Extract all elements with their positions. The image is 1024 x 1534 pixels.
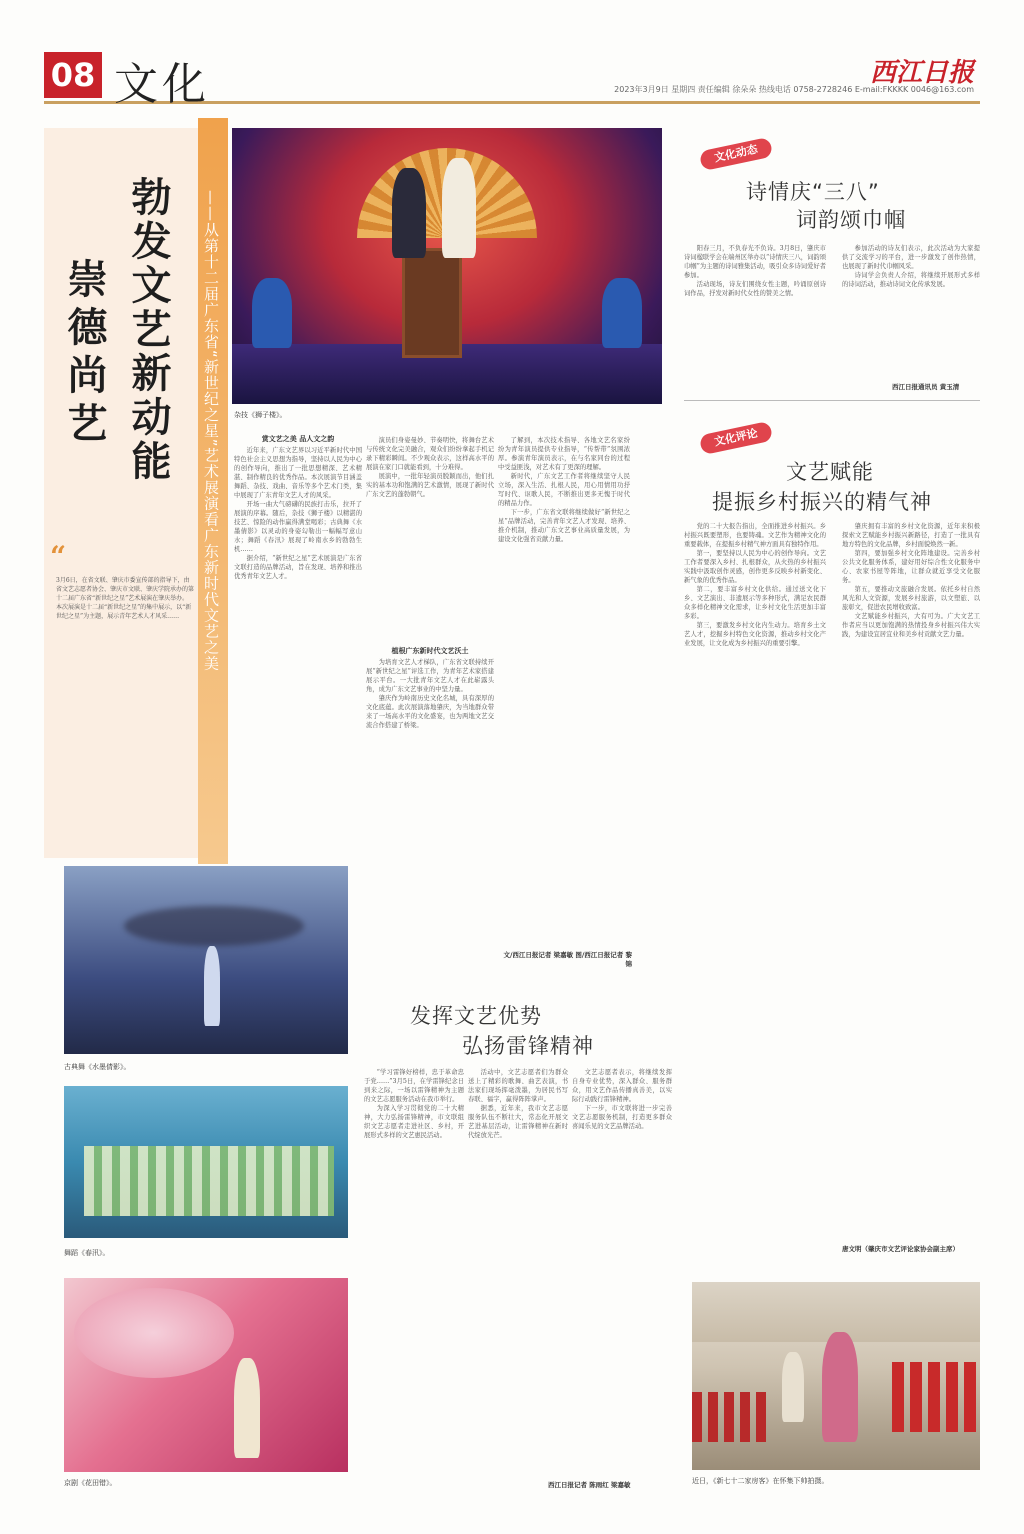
- rural-col1-text: 党的二十大报告指出，全面推进乡村振兴。乡村振兴既要塑形，也要铸魂。文艺作为精神文化的重要载体，在提振乡村精气神方面具有独特作用。 第一，要坚持以人民为中心的创作导向。文艺工作者要深入乡村、扎根群众，从火热的乡村振兴实践中汲取创作灵感，创作更多反映乡村新变化、新气象的优秀作品。 第二，要丰富乡村文化供给。通过送文化下乡、文艺演出、非遗展示等多种形式，满足农民群众多样化精神文化需求，让乡村文化生活更加丰富多彩。 第三，要激发乡村文化内生动力。培育乡土文艺人才，挖掘乡村特色文化资源，推动乡村文化产业发展，让文化成为乡村振兴的重要引擎。: [684, 523, 826, 647]
- photo-acrobatics: [232, 128, 662, 404]
- leifeng-col1-text: “学习雷锋好榜样，忠于革命忠于党……”3月5日，在学雷锋纪念日到来之际，一场以雷锋精神为主题的文艺志愿服务活动在我市举行。 为深入学习贯彻党的二十大精神，大力弘扬雷锋精神，市文联组织文艺志愿者走进社区、乡村，开展形式多样的文艺惠民活动。: [364, 1069, 464, 1139]
- poetry-credit: 西江日报通讯员 黄玉清: [892, 383, 960, 391]
- rural-credit: 唐文明（肇庆市文艺评论家协会副主席）: [842, 1245, 959, 1253]
- divider: [684, 400, 980, 401]
- tag-culture-news: 文化动态: [699, 137, 774, 172]
- performance-table: [402, 248, 462, 358]
- leifeng-headline-1: 发挥文艺优势: [410, 1004, 542, 1028]
- leifeng-credit: 西江日报记者 陈雨红 梁嘉敏: [548, 1481, 631, 1489]
- actor-figure: [822, 1332, 858, 1442]
- photo-peking-opera: [64, 1278, 348, 1472]
- poetry-headline-1: 诗情庆“三八”: [746, 180, 880, 204]
- feature-intro: 3月6日，在省文联、肇庆市委宣传部的指导下，由省文艺志愿者协会、肇庆市文联、肇庆学院承办的第十二届广东省“新世纪之星”艺术展演在肇庆举办。本次展演是十二届“新世纪之星”的集中展示，以“新世纪之星”为主题，展示青年艺术人才风采……: [56, 577, 195, 620]
- crowd-red: [892, 1362, 978, 1432]
- crowd-red: [692, 1392, 772, 1442]
- quote-mark-icon: “: [50, 540, 67, 573]
- feature-title-main: 勃发文艺新动能: [125, 176, 171, 484]
- caption-dance3: 京剧《花田错》。: [64, 1479, 117, 1487]
- section-title: 文化: [114, 59, 210, 110]
- page-number: 08: [44, 52, 102, 98]
- masthead: [44, 48, 980, 110]
- feature-col2a-text: 演员们身姿曼妙、节奏明快，将舞台艺术与传统文化完美融合，观众们纷纷拿起手机记录下精彩瞬间。不少观众表示，这样高水平的展演在家门口就能看到，十分难得。 展演中，一批年轻演员脱颖而出，他们扎实的基本功和饱满的艺术激情，展现了新时代广东文艺的蓬勃朝气。: [366, 437, 494, 498]
- feature-credit: 文/西江日报记者 梁嘉敏 图/西江日报记者 黎锦: [503, 951, 632, 968]
- feature-col1-text: 近年来，广东文艺界以习近平新时代中国特色社会主义思想为指导，坚持以人民为中心的创作导向，推出了一批思想精深、艺术精湛、制作精良的优秀作品。本次展演节目涵盖舞蹈、杂技、戏曲、音乐等多个艺术门类，集中展现了广东青年文艺人才的风采。 开场一曲大气磅礴的民族打击乐，拉开了展演的序幕。随后，杂技《狮子楼》以精湛的技艺、惊险的动作赢得满堂喝彩；古典舞《水墨倩影》以灵动的身姿勾勒出一幅幅写意山水；舞蹈《春汛》展现了岭南水乡的勃勃生机…… 据介绍，“新世纪之星”艺术展演是广东省文联打造的品牌活动，旨在发现、培养和推出优秀青年文艺人才。: [234, 447, 362, 580]
- leifeng-col3-text: 文艺志愿者表示，将继续发挥自身专业优势，深入群众、服务群众，用文艺作品传播真善美，以实际行动践行雷锋精神。 下一步，市文联将进一步完善文艺志愿服务机制，打造更多群众喜闻乐见的文艺品牌活动。: [572, 1069, 672, 1130]
- performer-figure: [392, 168, 426, 258]
- dancer-group: [84, 1146, 334, 1216]
- caption-village: 近日，《新七十二家房客》在怀集下帅拍摄。: [692, 1477, 829, 1485]
- dateline: 2023年3月9日 星期四 责任编辑 徐朵朵 热线电话 0758-2728246 E-mail:FKKKK 0046@163.com: [614, 85, 974, 94]
- performer-figure: [442, 158, 476, 258]
- caption-dance1: 古典舞《水墨倩影》。: [64, 1063, 131, 1071]
- dancer-figure: [204, 946, 220, 1026]
- rural-col2-text: 肇庆拥有丰富的乡村文化资源，近年来积极探索文艺赋能乡村振兴新路径，打造了一批具有地方特色的文化品牌，乡村面貌焕然一新。 第四，要加强乡村文化阵地建设。完善乡村公共文化服务体系，建好用好综合性文化服务中心、农家书屋等阵地，让群众就近享受文化服务。 第五，要推动文旅融合发展。依托乡村自然风光和人文资源，发展乡村旅游，以文塑旅、以旅彰文，促进农民增收致富。 文艺赋能乡村振兴，大有可为。广大文艺工作者应当以更加饱满的热情投身乡村振兴伟大实践，为建设宜居宜业和美乡村贡献文艺力量。: [842, 523, 980, 638]
- feature-col2-heading: 植根广东新时代文艺沃土: [391, 647, 469, 655]
- caption-main: 杂技《狮子楼》。: [234, 411, 287, 419]
- poetry-col1-text: 阳春三月，不负春光不负诗。3月8日，肇庆市诗词楹联学会在端州区举办以“诗情庆三八，词韵颂巾帼”为主题的诗词雅集活动，吸引众多诗词爱好者参加。 活动现场，诗友们围绕女性主题，吟诵原创诗词作品，抒发对新时代女性的赞美之情。: [684, 245, 826, 297]
- feature-col2b-text: 为培育文艺人才梯队，广东省文联持续开展“新世纪之星”评选工作，为青年艺术家搭建展示平台。一大批青年文艺人才在此崭露头角，成为广东文艺事业的中坚力量。 肇庆作为岭南历史文化名城，具有深厚的文化底蕴。此次展演落地肇庆，为当地群众带来了一场高水平的文化盛宴，也为两地文艺交流合作搭建了桥梁。: [366, 659, 494, 729]
- performer-figure: [252, 278, 292, 348]
- tag-culture-review: 文化评论: [699, 421, 774, 456]
- rural-headline-2: 提振乡村振兴的精气神: [712, 490, 932, 514]
- feature-col1-heading: 赏文艺之美 品人文之韵: [261, 435, 335, 443]
- opera-performer: [234, 1358, 260, 1458]
- ink-cloud: [124, 906, 304, 946]
- performer-figure: [602, 278, 642, 348]
- leifeng-headline-2: 弘扬雷锋精神: [462, 1034, 594, 1058]
- leifeng-col2-text: 活动中，文艺志愿者们为群众送上了精彩的歌舞、曲艺表演，书法家们现场挥毫泼墨，为居民书写春联、福字，赢得阵阵掌声。 据悉，近年来，我市文艺志愿服务队伍不断壮大，常态化开展文艺进基层活动，让雷锋精神在新时代绽放光芒。: [468, 1069, 568, 1139]
- poetry-headline-2: 词韵颂巾帼: [796, 208, 906, 232]
- photo-spring-dance: [64, 1086, 348, 1238]
- feature-subtitle: ——从第十二届广东省“新世纪之星”艺术展演看广东新时代文艺之美: [202, 190, 220, 672]
- caption-dance2: 舞蹈《春汛》。: [64, 1249, 110, 1257]
- actor-figure: [782, 1352, 804, 1422]
- newspaper-logo: 西江日报: [869, 58, 974, 88]
- plum-blossom: [74, 1288, 234, 1378]
- photo-classical-dance: [64, 866, 348, 1054]
- photo-village-filming: [692, 1282, 980, 1470]
- feature-title-secondary: 崇德尚艺: [61, 258, 107, 450]
- rural-headline-1: 文艺赋能: [786, 460, 874, 484]
- poetry-col2-text: 参加活动的诗友们表示，此次活动为大家提供了交流学习的平台，进一步激发了创作热情，也展现了新时代巾帼风采。 诗词学会负责人介绍，将继续开展形式多样的诗词活动，推动诗词文化传承发展。: [842, 245, 980, 288]
- feature-col3-text: 了解到，本次技术指导、各地文艺名家纷纷为青年演员提供专业指导，“传帮带”氛围浓厚。参演青年演员表示，在与名家同台的过程中受益匪浅，对艺术有了更深的理解。 新时代，广东文艺工作者将继续坚守人民立场，深入生活、扎根人民，用心用情用功抒写时代、讴歌人民，不断推出更多无愧于时代的精品力作。 下一步，广东省文联将继续做好“新世纪之星”品牌活动，完善青年文艺人才发现、培养、推介机制，推动广东文艺事业高质量发展，为建设文化强省贡献力量。: [498, 437, 630, 543]
